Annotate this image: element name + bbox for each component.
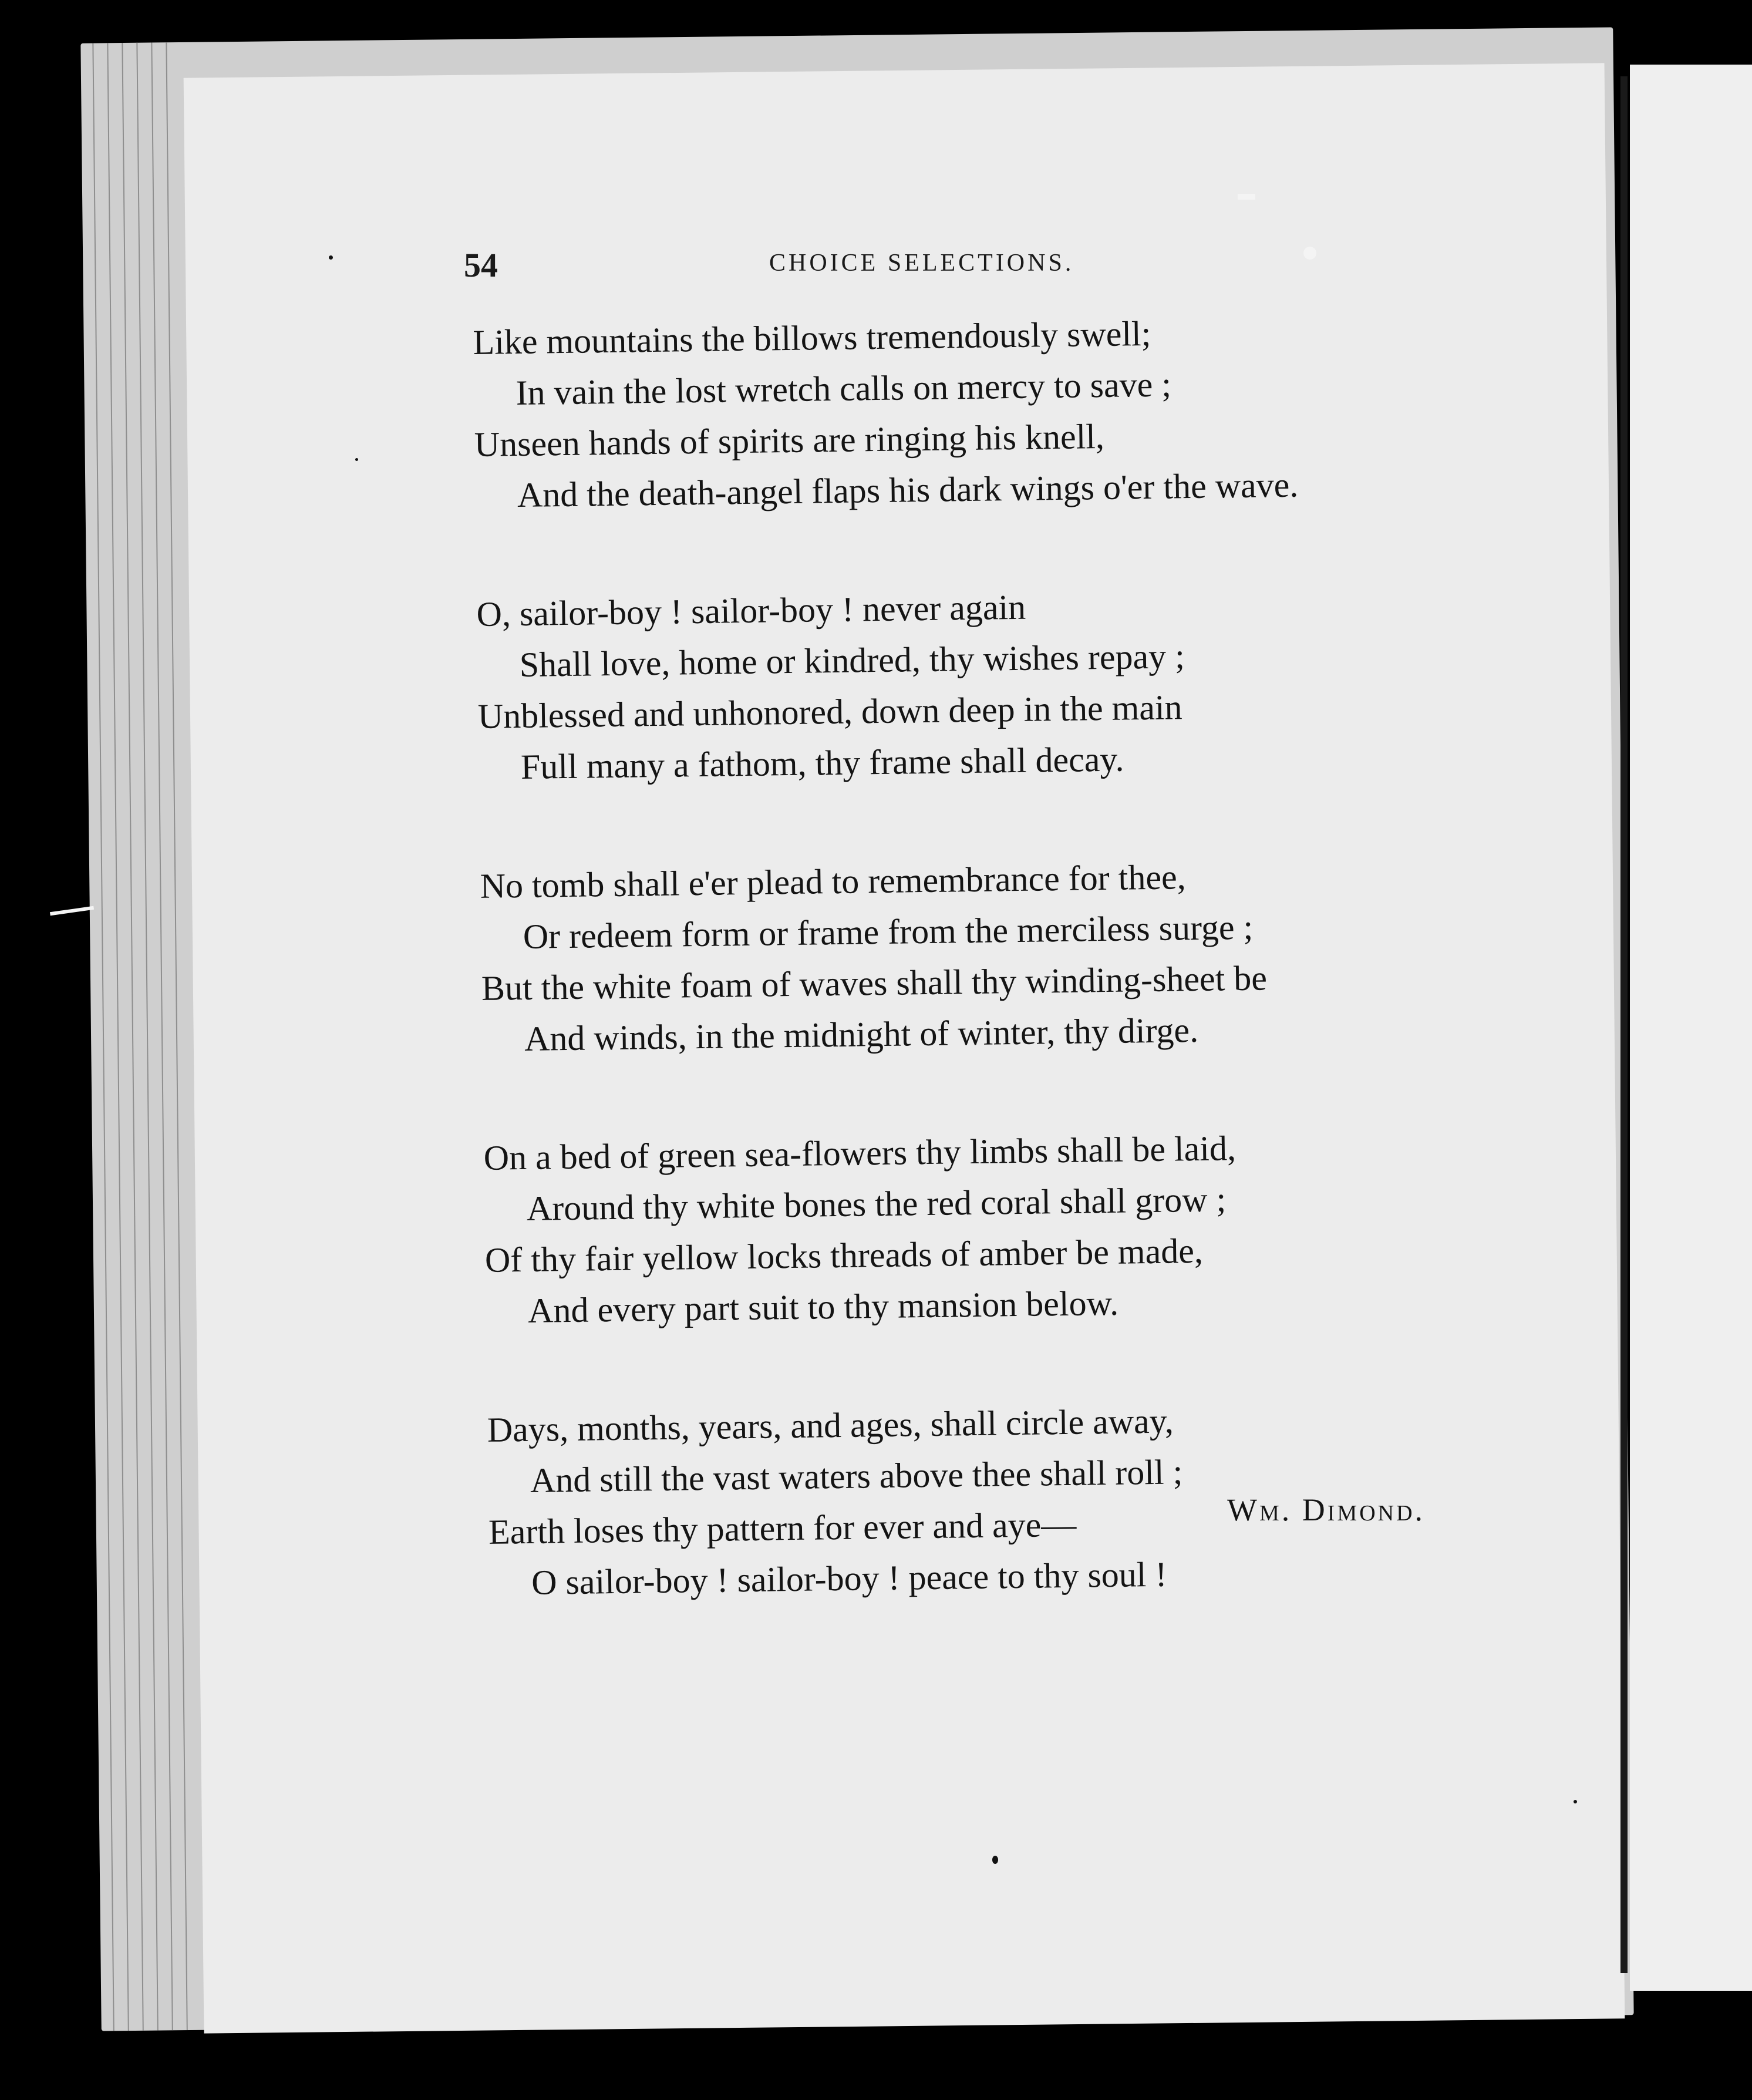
author-signature: Wm. Dimond. bbox=[1227, 1492, 1426, 1527]
poem-line: Of thy fair yellow locks threads of amber be made, bbox=[484, 1231, 1204, 1280]
poem-line: O, sailor-boy ! sailor-boy ! never again bbox=[476, 587, 1026, 634]
poem-stanza bbox=[483, 1119, 1513, 1337]
poem-line: Around thy white bones the red coral shall grow ; bbox=[526, 1180, 1227, 1228]
gutter-shadow bbox=[1620, 76, 1628, 1973]
ink-speck bbox=[1574, 1800, 1577, 1803]
poem-line: And winds, in the midnight of winter, thy dirge. bbox=[524, 1010, 1199, 1058]
poem-line: Full many a fathom, thy frame shall decay. bbox=[520, 739, 1124, 786]
poem-line: Or redeem form or frame from the merciless surge ; bbox=[523, 907, 1254, 956]
poem-line: In vain the lost wretch calls on mercy to save ; bbox=[516, 365, 1172, 413]
poem-line: Shall love, home or kindred, thy wishes repay ; bbox=[519, 637, 1185, 685]
facing-page bbox=[1630, 65, 1752, 1991]
poem-line: Days, months, years, and ages, shall circle away, bbox=[487, 1401, 1174, 1449]
scan-artifact bbox=[50, 906, 94, 916]
poem-line: And still the vast waters above thee shall roll ; bbox=[530, 1452, 1183, 1500]
poem-line: Unblessed and unhonored, down deep in the main bbox=[477, 688, 1182, 736]
page-number: 54 bbox=[464, 246, 498, 284]
scan-artifact bbox=[1303, 247, 1316, 260]
running-head bbox=[464, 241, 1345, 288]
running-title: CHOICE SELECTIONS. bbox=[769, 250, 1074, 277]
scan-artifact bbox=[1238, 194, 1255, 200]
poem-line: But the white foam of waves shall thy winding-sheet be bbox=[481, 958, 1268, 1008]
poem-stanza bbox=[473, 304, 1502, 521]
poem-line: On a bed of green sea-flowers thy limbs shall be laid, bbox=[483, 1129, 1236, 1177]
poem-stanza bbox=[476, 576, 1506, 793]
poem-line: Unseen hands of spirits are ringing his knell, bbox=[474, 416, 1105, 464]
poem-line: And the death-angel flaps his dark wings o'er the wave. bbox=[517, 465, 1299, 515]
ink-speck bbox=[329, 255, 333, 260]
poem-line: O sailor-boy ! sailor-boy ! peace to thy soul ! bbox=[531, 1554, 1167, 1602]
ink-speck bbox=[355, 458, 358, 461]
poem-line: Like mountains the billows tremendously swell; bbox=[473, 314, 1151, 362]
poem-body bbox=[473, 304, 1518, 1677]
poem-stanza bbox=[480, 847, 1510, 1065]
poem-line: And every part suit to thy mansion below. bbox=[527, 1283, 1119, 1330]
poem-line: No tomb shall e'er plead to remembrance for thee, bbox=[480, 857, 1187, 906]
ink-speck bbox=[992, 1856, 998, 1864]
poem-line: Earth loses thy pattern for ever and aye— bbox=[488, 1505, 1077, 1552]
